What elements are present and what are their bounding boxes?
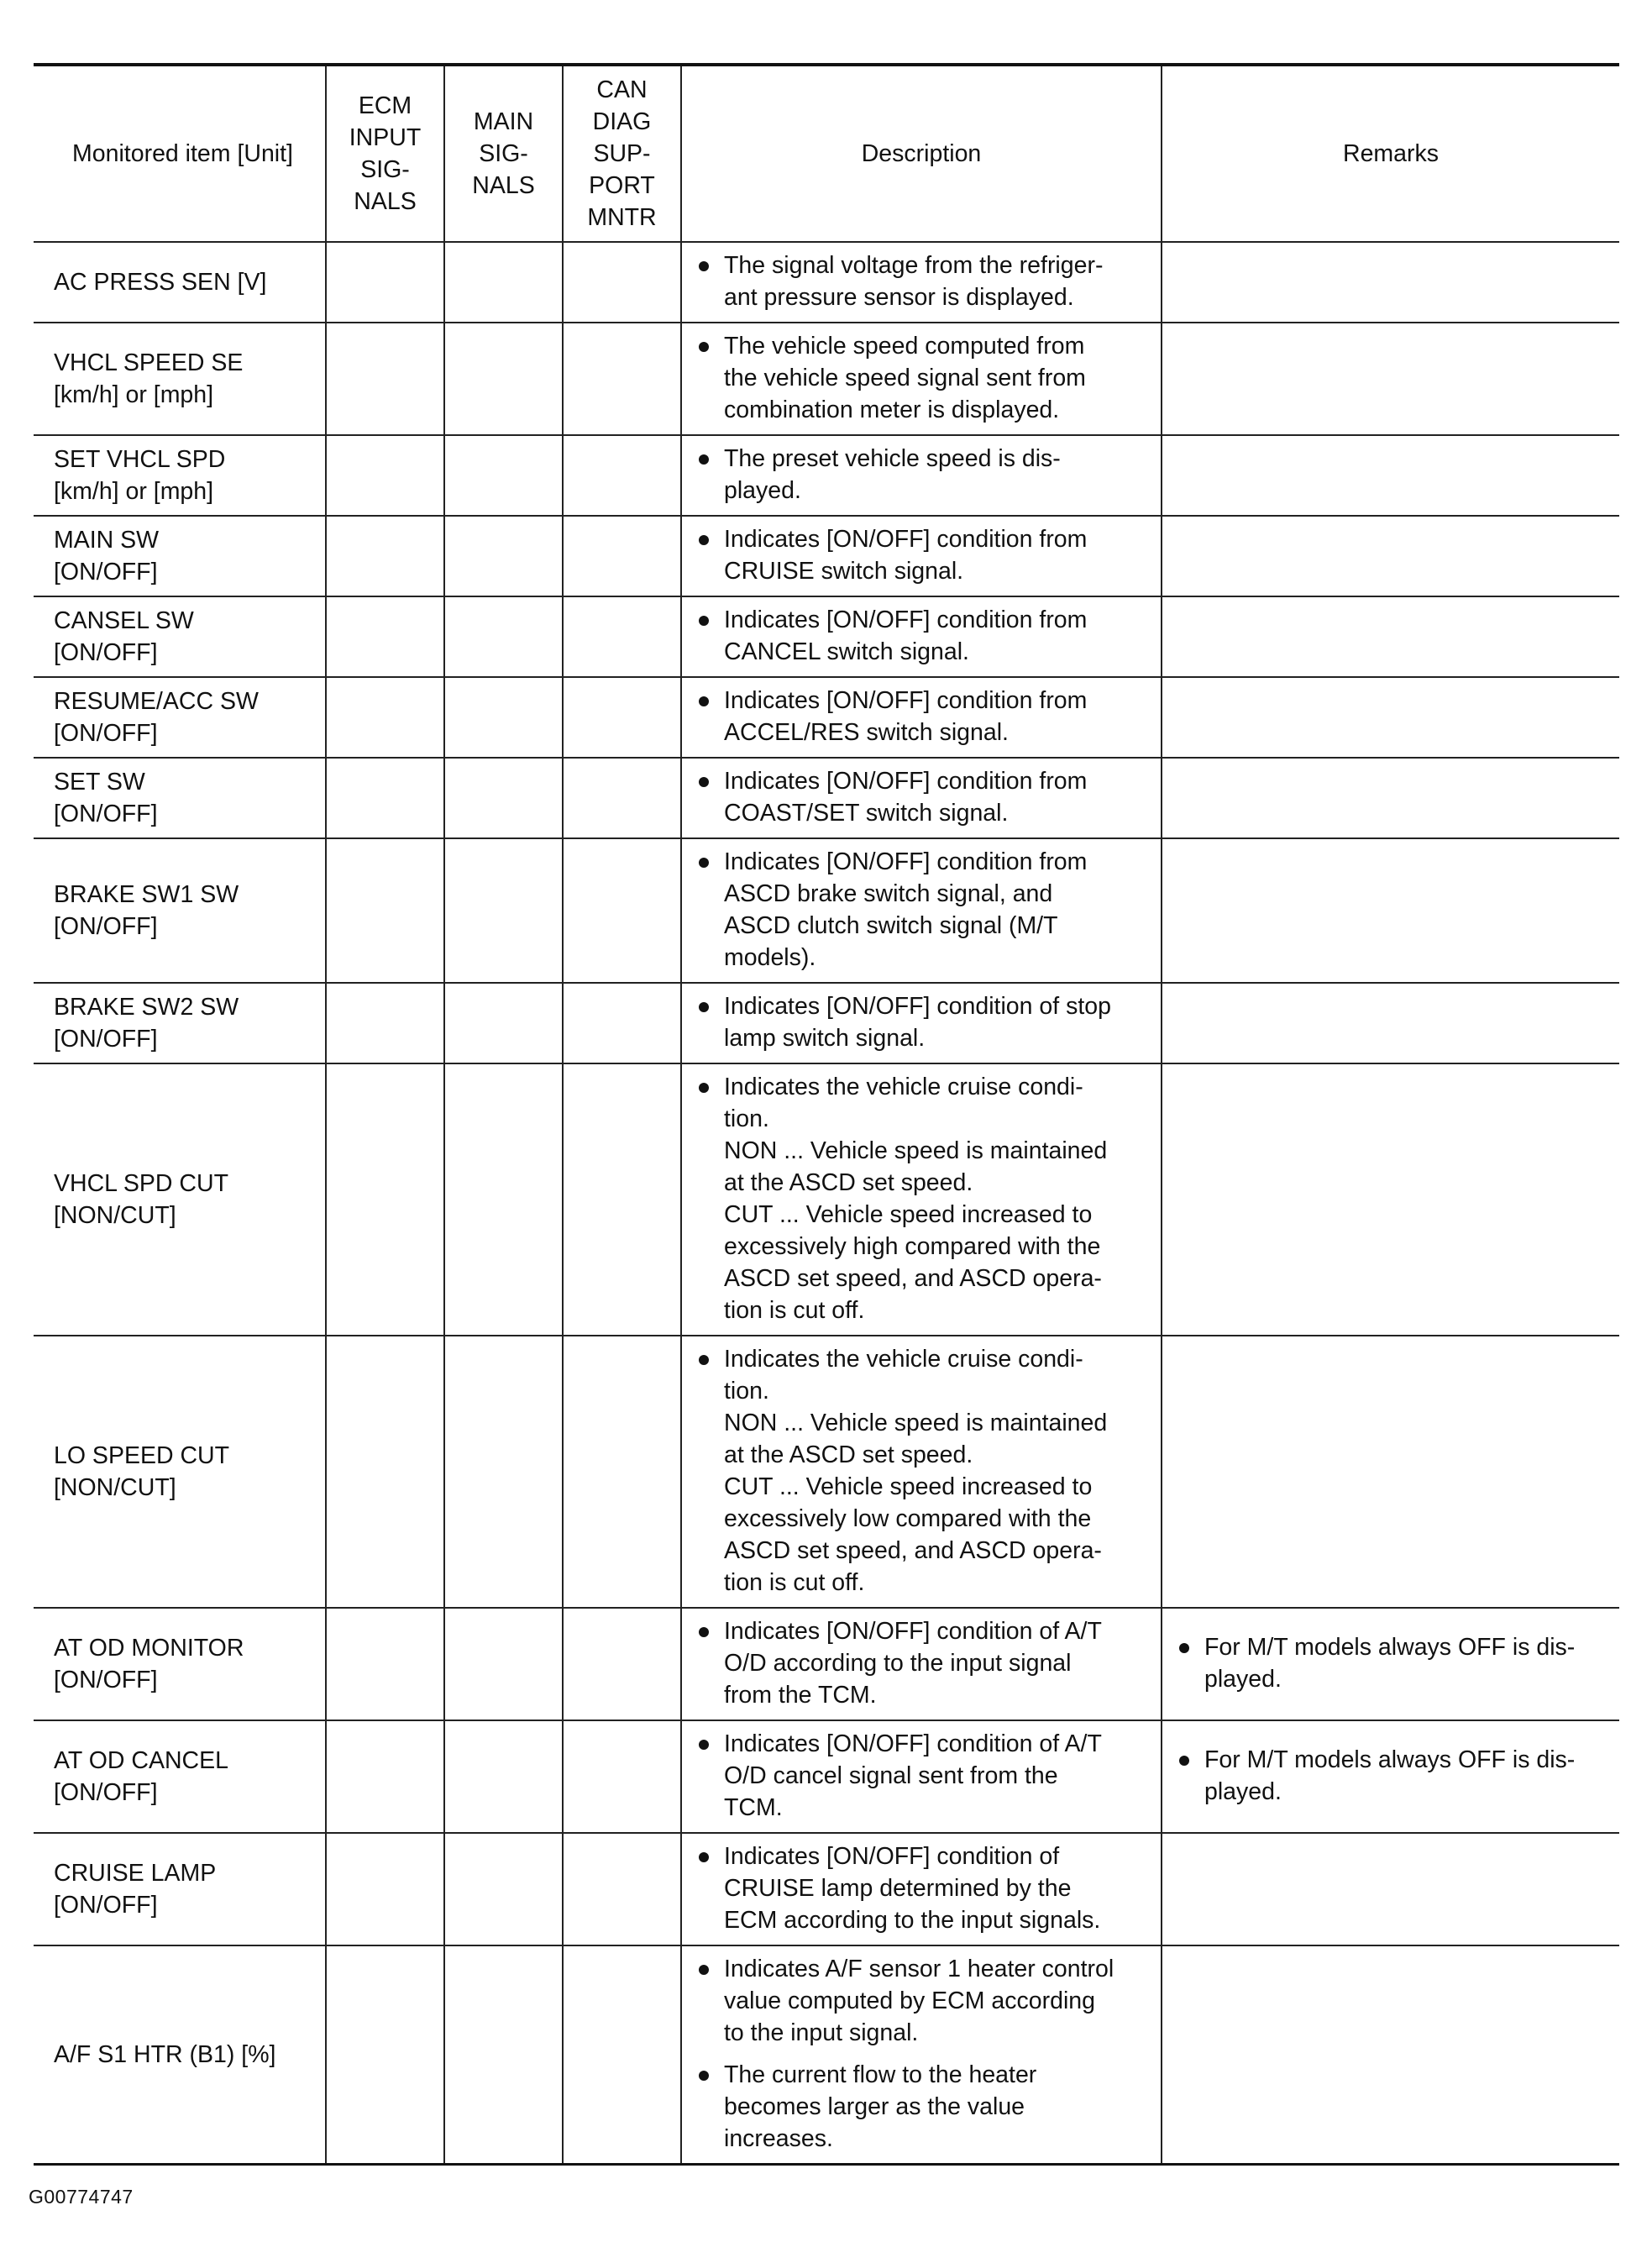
- description-cell: [681, 983, 1162, 1063]
- monitored-item-line: [ON/OFF]: [54, 639, 158, 666]
- ecm-input-signals-cell: [326, 1063, 444, 1336]
- bullet-text: The vehicle speed computed from the vehicle speed signal sent from combination meter is displayed.: [724, 333, 1086, 423]
- bullet-item: [699, 1071, 1152, 1326]
- bullet-item: [699, 330, 1152, 426]
- bullet-icon: [699, 616, 709, 626]
- ecm-input-signals-cell: [326, 838, 444, 983]
- bullet-icon: [699, 858, 709, 868]
- main-signals-cell: [444, 1608, 563, 1720]
- remarks-cell: [1162, 435, 1619, 516]
- ecm-input-signals-cell: [326, 1608, 444, 1720]
- bullet-text: The preset vehicle speed is dis- played.: [724, 445, 1061, 504]
- header-line: MAIN: [473, 108, 534, 135]
- description-cell: [681, 516, 1162, 596]
- description-cell: [681, 758, 1162, 838]
- bullet-item: [699, 443, 1152, 507]
- monitored-item-line: [ON/OFF]: [54, 1026, 158, 1053]
- header-line: PORT: [589, 172, 655, 199]
- bullet-icon: [699, 2071, 709, 2081]
- bullet-icon: [699, 454, 709, 465]
- table-row: [34, 1833, 1619, 1945]
- bullet-item: [699, 523, 1152, 587]
- table-row: [34, 435, 1619, 516]
- monitored-item-cell: [34, 323, 326, 435]
- can-diag-support-cell: [563, 677, 681, 758]
- header-row: [34, 65, 1619, 242]
- figure-code: G00774747: [29, 2186, 134, 2208]
- description-cell: [681, 677, 1162, 758]
- main-signals-cell: [444, 1063, 563, 1336]
- monitored-item-line: [ON/OFF]: [54, 559, 158, 585]
- header-can-diag-support-mntr: [563, 65, 681, 242]
- ecm-input-signals-cell: [326, 758, 444, 838]
- monitored-item-cell: [34, 1833, 326, 1945]
- bullet-icon: [699, 535, 709, 545]
- can-diag-support-cell: [563, 1063, 681, 1336]
- bullet-icon: [699, 261, 709, 271]
- ecm-input-signals-cell: [326, 1945, 444, 2165]
- description-cell: [681, 1063, 1162, 1336]
- bullet-text: Indicates [ON/OFF] condition of stop lamp switch signal.: [724, 993, 1111, 1052]
- ecm-input-signals-cell: [326, 1336, 444, 1608]
- bullet-icon: [699, 1740, 709, 1750]
- monitored-item-line: [km/h] or [mph]: [54, 381, 214, 408]
- monitored-item-line: [ON/OFF]: [54, 913, 158, 940]
- main-signals-cell: [444, 983, 563, 1063]
- table-row: [34, 242, 1619, 323]
- bullet-icon: [699, 1355, 709, 1365]
- remarks-cell: [1162, 1608, 1619, 1720]
- remarks-cell: [1162, 1336, 1619, 1608]
- header-remarks: Remarks: [1162, 65, 1619, 242]
- description-cell: [681, 838, 1162, 983]
- bullet-item: [699, 846, 1152, 974]
- description-cell: [681, 1608, 1162, 1720]
- monitored-item-cell: [34, 242, 326, 323]
- monitored-item-line: CANSEL SW: [54, 607, 194, 634]
- header-line: MNTR: [587, 204, 657, 231]
- can-diag-support-cell: [563, 435, 681, 516]
- main-signals-cell: [444, 1945, 563, 2165]
- monitored-item-line: [ON/OFF]: [54, 1667, 158, 1693]
- description-cell: [681, 1336, 1162, 1608]
- header-description: Description: [681, 65, 1162, 242]
- monitored-item-line: [ON/OFF]: [54, 720, 158, 747]
- main-signals-cell: [444, 758, 563, 838]
- monitored-item-line: MAIN SW: [54, 527, 160, 554]
- table-row: [34, 1720, 1619, 1833]
- can-diag-support-cell: [563, 1608, 681, 1720]
- bullet-text: For M/T models always OFF is dis- played.: [1204, 1634, 1576, 1693]
- table-row: [34, 1336, 1619, 1608]
- can-diag-support-cell: [563, 596, 681, 677]
- description-cell: [681, 596, 1162, 677]
- description-cell: [681, 1833, 1162, 1945]
- bullet-item: [699, 1615, 1152, 1711]
- table-body: [34, 242, 1619, 2165]
- header-ecm-input-signals: [326, 65, 444, 242]
- header-line: DIAG: [592, 108, 652, 135]
- monitored-item-line: A/F S1 HTR (B1) [%]: [54, 2041, 276, 2068]
- description-cell: [681, 1945, 1162, 2165]
- monitored-item-cell: [34, 677, 326, 758]
- monitored-item-cell: [34, 516, 326, 596]
- can-diag-support-cell: [563, 758, 681, 838]
- bullet-item: [1179, 1631, 1611, 1695]
- bullet-icon: [699, 777, 709, 787]
- monitored-item-cell: [34, 596, 326, 677]
- header-line: NALS: [472, 172, 535, 199]
- bullet-text: Indicates [ON/OFF] condition of CRUISE lamp determined by the ECM according to the input signals.: [724, 1843, 1101, 1934]
- table-row: [34, 516, 1619, 596]
- can-diag-support-cell: [563, 242, 681, 323]
- remarks-cell: [1162, 596, 1619, 677]
- bullet-text: Indicates A/F sensor 1 heater control value computed by ECM according to the input signal.: [724, 1956, 1114, 2046]
- monitored-item-line: SET SW: [54, 769, 145, 795]
- monitored-item-cell: [34, 758, 326, 838]
- bullet-item: [1179, 1744, 1611, 1808]
- description-cell: [681, 323, 1162, 435]
- bullet-item: [699, 1343, 1152, 1599]
- header-main-signals: [444, 65, 563, 242]
- bullet-item: [699, 2059, 1152, 2155]
- bullet-text: Indicates [ON/OFF] condition from ACCEL/RES switch signal.: [724, 687, 1088, 746]
- main-signals-cell: [444, 516, 563, 596]
- bullet-item: [699, 685, 1152, 748]
- bullet-icon: [699, 1627, 709, 1637]
- monitored-item-line: [NON/CUT]: [54, 1474, 176, 1501]
- bullet-text: Indicates [ON/OFF] condition of A/T O/D according to the input signal from the TCM.: [724, 1618, 1102, 1709]
- ecm-input-signals-cell: [326, 677, 444, 758]
- header-monitored-item: Monitored item [Unit]: [34, 65, 326, 242]
- monitored-item-cell: [34, 1608, 326, 1720]
- bullet-text: The signal voltage from the refriger- ant pressure sensor is displayed.: [724, 252, 1104, 311]
- remarks-cell: [1162, 677, 1619, 758]
- monitored-item-line: BRAKE SW2 SW: [54, 994, 239, 1021]
- monitored-item-line: [km/h] or [mph]: [54, 478, 214, 505]
- bullet-icon: [699, 1002, 709, 1012]
- bullet-icon: [699, 1965, 709, 1975]
- main-signals-cell: [444, 1336, 563, 1608]
- remarks-cell: [1162, 838, 1619, 983]
- monitored-item-line: BRAKE SW1 SW: [54, 881, 239, 908]
- ecm-input-signals-cell: [326, 242, 444, 323]
- remarks-cell: [1162, 516, 1619, 596]
- monitored-item-line: [ON/OFF]: [54, 801, 158, 827]
- header-line: SIG-: [479, 140, 528, 167]
- bullet-text: Indicates the vehicle cruise condi- tion. NON ... Vehicle speed is maintained at the ASCD set speed. CUT ... Vehicle speed increased to excessively high compared with the ASCD set speed, and ASCD opera- tion is cut off.: [724, 1074, 1108, 1324]
- bullet-item: [699, 604, 1152, 668]
- monitored-item-line: AC PRESS SEN [V]: [54, 269, 267, 296]
- monitored-item-line: AT OD MONITOR: [54, 1635, 244, 1662]
- remarks-cell: [1162, 758, 1619, 838]
- bullet-item: [699, 249, 1152, 313]
- table-row: [34, 838, 1619, 983]
- ecm-input-signals-cell: [326, 983, 444, 1063]
- monitored-item-cell: [34, 1945, 326, 2165]
- header-line: NALS: [354, 188, 417, 215]
- monitored-item-line: CRUISE LAMP: [54, 1860, 217, 1887]
- header-line: ECM: [358, 92, 412, 119]
- remarks-cell: [1162, 1945, 1619, 2165]
- bullet-item: [699, 765, 1152, 829]
- remarks-cell: [1162, 1720, 1619, 1833]
- monitored-item-line: VHCL SPD CUT: [54, 1170, 228, 1197]
- remarks-cell: [1162, 983, 1619, 1063]
- main-signals-cell: [444, 677, 563, 758]
- monitored-item-cell: [34, 1063, 326, 1336]
- monitored-item-line: SET VHCL SPD: [54, 446, 226, 473]
- header-line: CAN: [596, 76, 648, 103]
- description-cell: [681, 435, 1162, 516]
- bullet-text: Indicates [ON/OFF] condition from COAST/SET switch signal.: [724, 768, 1088, 827]
- bullet-icon: [699, 1083, 709, 1093]
- monitored-item-line: [ON/OFF]: [54, 1779, 158, 1806]
- ecm-input-signals-cell: [326, 1720, 444, 1833]
- monitored-item-cell: [34, 1336, 326, 1608]
- monitored-item-line: VHCL SPEED SE: [54, 349, 244, 376]
- remarks-cell: [1162, 1063, 1619, 1336]
- bullet-text: Indicates [ON/OFF] condition from CANCEL switch signal.: [724, 606, 1088, 665]
- header-line: SIG-: [360, 156, 410, 183]
- bullet-icon: [1179, 1643, 1189, 1653]
- table-row: [34, 983, 1619, 1063]
- monitored-item-line: AT OD CANCEL: [54, 1747, 228, 1774]
- table-row: [34, 677, 1619, 758]
- ecm-input-signals-cell: [326, 1833, 444, 1945]
- can-diag-support-cell: [563, 1833, 681, 1945]
- table-row: [34, 1945, 1619, 2165]
- can-diag-support-cell: [563, 1945, 681, 2165]
- main-signals-cell: [444, 596, 563, 677]
- can-diag-support-cell: [563, 516, 681, 596]
- bullet-item: [699, 1953, 1152, 2049]
- bullet-icon: [699, 1852, 709, 1862]
- can-diag-support-cell: [563, 983, 681, 1063]
- monitored-item-line: LO SPEED CUT: [54, 1442, 230, 1469]
- monitored-item-cell: [34, 1720, 326, 1833]
- main-signals-cell: [444, 242, 563, 323]
- bullet-text: Indicates the vehicle cruise condi- tion. NON ... Vehicle speed is maintained at the ASCD set speed. CUT ... Vehicle speed increased to excessively low compared with the ASCD set speed, and ASCD opera- tion is cut off.: [724, 1346, 1108, 1596]
- monitored-item-cell: [34, 435, 326, 516]
- ecm-input-signals-cell: [326, 435, 444, 516]
- can-diag-support-cell: [563, 1720, 681, 1833]
- bullet-text: For M/T models always OFF is dis- played.: [1204, 1746, 1576, 1805]
- bullet-text: Indicates [ON/OFF] condition from CRUISE switch signal.: [724, 526, 1088, 585]
- bullet-text: Indicates [ON/OFF] condition of A/T O/D cancel signal sent from the TCM.: [724, 1730, 1102, 1821]
- table-row: [34, 1063, 1619, 1336]
- main-signals-cell: [444, 435, 563, 516]
- bullet-icon: [699, 696, 709, 706]
- monitored-item-cell: [34, 838, 326, 983]
- table-row: [34, 1608, 1619, 1720]
- main-signals-cell: [444, 838, 563, 983]
- table-row: [34, 758, 1619, 838]
- description-cell: [681, 1720, 1162, 1833]
- ecm-input-signals-cell: [326, 516, 444, 596]
- remarks-cell: [1162, 242, 1619, 323]
- can-diag-support-cell: [563, 1336, 681, 1608]
- bullet-text: The current flow to the heater becomes larger as the value increases.: [724, 2061, 1037, 2152]
- bullet-text: Indicates [ON/OFF] condition from ASCD brake switch signal, and ASCD clutch switch signal (M/T models).: [724, 848, 1088, 971]
- main-signals-cell: [444, 1720, 563, 1833]
- monitored-item-line: RESUME/ACC SW: [54, 688, 259, 715]
- bullet-item: [699, 990, 1152, 1054]
- ecm-input-signals-cell: [326, 596, 444, 677]
- table-row: [34, 323, 1619, 435]
- monitored-item-line: [ON/OFF]: [54, 1892, 158, 1919]
- main-signals-cell: [444, 323, 563, 435]
- can-diag-support-cell: [563, 838, 681, 983]
- bullet-icon: [1179, 1756, 1189, 1766]
- main-signals-cell: [444, 1833, 563, 1945]
- bullet-item: [699, 1728, 1152, 1824]
- monitor-table: [34, 63, 1619, 2166]
- header-line: SUP-: [593, 140, 651, 167]
- remarks-cell: [1162, 1833, 1619, 1945]
- monitored-item-line: [NON/CUT]: [54, 1202, 176, 1229]
- header-line: INPUT: [349, 124, 422, 151]
- bullet-item: [699, 1840, 1152, 1936]
- remarks-cell: [1162, 323, 1619, 435]
- monitored-item-cell: [34, 983, 326, 1063]
- bullet-icon: [699, 342, 709, 352]
- description-cell: [681, 242, 1162, 323]
- can-diag-support-cell: [563, 323, 681, 435]
- table-row: [34, 596, 1619, 677]
- ecm-input-signals-cell: [326, 323, 444, 435]
